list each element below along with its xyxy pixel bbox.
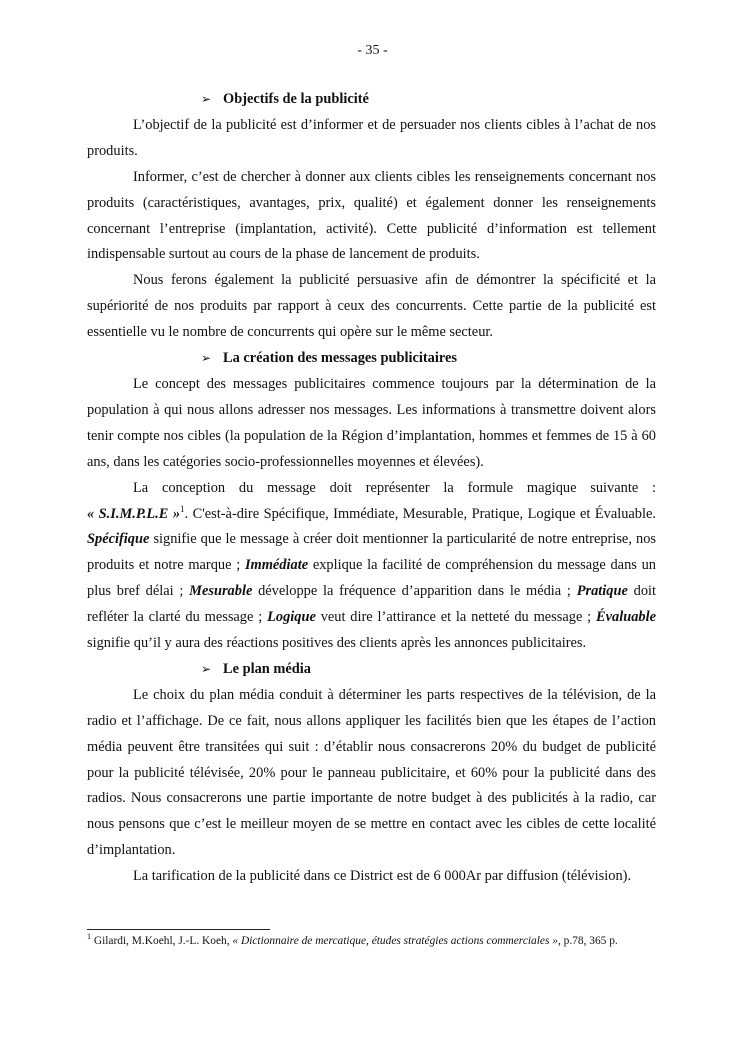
simple-formula: « S.I.M.P.L.E » [87,505,181,522]
paragraph: L’objectif de la publicité est d’informer et de persuader nos clients cibles à l’achat de nos produits. [87,116,656,159]
arrow-bullet-icon: ➢ [201,92,212,106]
section-heading-plan-media: ➢ Le plan média [87,657,656,683]
footnote-separator [87,929,270,930]
page-number: - 35 - [357,43,388,58]
arrow-bullet-icon: ➢ [201,661,212,676]
term-immediate: Immédiate [244,557,309,574]
paragraph: Nous ferons également la publicité persuasive afin de démontrer la spécificité et la supériorité de nos produits par rapport à ceux des concurrents. Cette partie de la publicité est essentielle vu le nombre de concurrents qui opère sur le même secteur. [87,272,656,341]
term-mesurable: Mesurable [189,583,253,600]
paragraph: La tarification de la publicité dans ce District est de 6 000Ar par diffusion (télévision). [133,868,632,885]
section-heading-objectifs: ➢ Objectifs de la publicité [87,87,656,113]
arrow-bullet-icon: ➢ [201,351,212,366]
footnote-reference[interactable]: 1 [180,503,185,514]
page-body [87,87,656,890]
footnote: $^1$ Gilardi, M.Koehl, J.-L. Koeh, « Dictionnaire de mercatique, études stratégies actions commerciales », p.78, 365 p. [87,932,618,947]
section-heading-creation: ➢ La création des messages publicitaires [87,346,656,372]
paragraph: Le choix du plan média conduit à déterminer les parts respectives de la télévision, de la radio et l’affichage. De ce fait, nous allons appliquer les facilités bien que les étapes de l’action média peuvent être transitées qui suit : d’établir nous consacrerons 20% du budget de publicité pour la publicité télévisée, 20% pour le panneau publicitaire, et 60% pour la publicité dans des radios. Nous consacrerons une partie importante de notre budget à des publicités à la radio, car nous pensons que c’est le meilleur moyen de se mettre en contact avec les cibles de cette localité d’implantation. [87,686,656,859]
paragraph: Informer, c’est de chercher à donner aux clients cibles les renseignements concernant nos produits (caractéristiques, avantages, prix, qualité) et également donner les renseignements concernant l’entreprise (implantation, activité). Cette publicité d’information est tellement indispensable surtout au cours de la phase de lancement de produits. [87,168,656,263]
footnote-number: 1 [87,932,91,942]
paragraph: Le concept des messages publicitaires commence toujours par la détermination de la population à qui nous allons adresser nos messages. Les informations à transmettre doivent alors tenir compte nos cibles (la population de la Région d’implantation, hommes et femmes de 15 à 60 ans, dans les catégories socio-professionnelles moyennes et élevées). [87,375,656,470]
footnote-book-title: « Dictionnaire de mercatique, études stratégies actions commerciales » [232,935,558,947]
term-logique: Logique [267,609,316,626]
term-specifique: Spécifique [87,531,150,548]
paragraph-simple-formula: La conception du message doit représenter la formule magique suivante : « S.I.M.P.L.E »$^1$. C'est-à-dire Spécifique, Immédiate, Mesurable, Pratique, Logique et Évaluable. Spécifique signifie que le message à créer doit mentionner la particularité de notre entreprise, nos produits et notre marque ; Immédiate explique la facilité de compréhension du message dans un plus bref délai ; Mesurable développe la fréquence d’apparition dans le média ; Pratique doit refléter la clarté du message ; Logique veut dire l’attirance et la netteté du message ; Évaluable signifie qu’il y aura des réactions positives des clients après les annonces publicitaires. [87,479,657,652]
term-evaluable: Évaluable [596,609,656,626]
term-pratique: Pratique [576,583,628,600]
